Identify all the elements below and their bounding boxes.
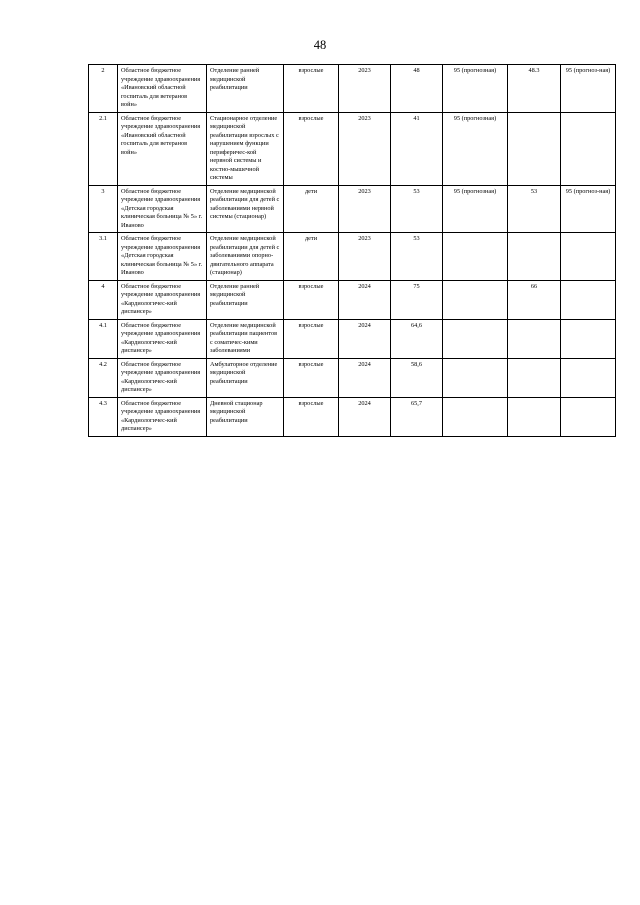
cell-value4 bbox=[561, 319, 616, 358]
table-row bbox=[89, 358, 616, 397]
cell-department: Отделение ранней медицинской реабилитации bbox=[207, 65, 284, 113]
cell-organization: Областное бюджетное учреждение здравоохранения «Ивановский областной госпиталь для ветеранов войн» bbox=[118, 112, 207, 185]
cell-value3: 66 bbox=[508, 280, 561, 319]
cell-value1: 53 bbox=[391, 185, 443, 233]
table-row bbox=[89, 112, 616, 185]
cell-value2 bbox=[443, 397, 508, 436]
cell-value4: 95 (прогноз-ная) bbox=[561, 65, 616, 113]
cell-category: взрослые bbox=[284, 112, 339, 185]
cell-value1: 65,7 bbox=[391, 397, 443, 436]
cell-department: Отделение медицинской реабилитации пациентов с соматичес-кими заболеваниями bbox=[207, 319, 284, 358]
cell-value3 bbox=[508, 112, 561, 185]
cell-year: 2023 bbox=[339, 112, 391, 185]
cell-value3 bbox=[508, 358, 561, 397]
cell-year: 2023 bbox=[339, 233, 391, 281]
table-row bbox=[89, 185, 616, 233]
cell-value2: 95 (прогнозная) bbox=[443, 65, 508, 113]
table-row bbox=[89, 319, 616, 358]
cell-number: 3 bbox=[89, 185, 118, 233]
rehabilitation-facilities-table bbox=[88, 64, 611, 437]
cell-value4 bbox=[561, 358, 616, 397]
cell-department: Отделение медицинской реабилитации для детей с заболеваниями опорно-двигательного аппарата (стационар) bbox=[207, 233, 284, 281]
table-row bbox=[89, 397, 616, 436]
cell-value3: 48.3 bbox=[508, 65, 561, 113]
cell-organization: Областное бюджетное учреждение здравоохранения «Детская городская клиническая больница № 5» г. Иваново bbox=[118, 185, 207, 233]
table-row bbox=[89, 280, 616, 319]
cell-year: 2023 bbox=[339, 185, 391, 233]
cell-value3: 53 bbox=[508, 185, 561, 233]
cell-number: 2.1 bbox=[89, 112, 118, 185]
cell-organization: Областное бюджетное учреждение здравоохранения «Детская городская клиническая больница № 5» г. Иваново bbox=[118, 233, 207, 281]
cell-category: взрослые bbox=[284, 319, 339, 358]
cell-department: Отделение медицинской реабилитации для детей с заболеваниями нервной системы (стационар) bbox=[207, 185, 284, 233]
cell-value4 bbox=[561, 112, 616, 185]
cell-department: Отделение ранней медицинской реабилитации bbox=[207, 280, 284, 319]
cell-value1: 75 bbox=[391, 280, 443, 319]
cell-department: Амбулаторное отделение медицинской реабилитации bbox=[207, 358, 284, 397]
cell-number: 2 bbox=[89, 65, 118, 113]
cell-number: 4 bbox=[89, 280, 118, 319]
cell-category: взрослые bbox=[284, 280, 339, 319]
cell-year: 2024 bbox=[339, 319, 391, 358]
cell-value1: 64,6 bbox=[391, 319, 443, 358]
table-row bbox=[89, 65, 616, 113]
table-body bbox=[89, 65, 616, 437]
data-table bbox=[88, 64, 616, 437]
cell-category: взрослые bbox=[284, 358, 339, 397]
cell-organization: Областное бюджетное учреждение здравоохранения «Кардиологичес-кий диспансер» bbox=[118, 319, 207, 358]
cell-value3 bbox=[508, 233, 561, 281]
cell-organization: Областное бюджетное учреждение здравоохранения «Кардиологичес-кий диспансер» bbox=[118, 397, 207, 436]
cell-value4: 95 (прогноз-ная) bbox=[561, 185, 616, 233]
page-number: 48 bbox=[313, 38, 327, 52]
cell-number: 3.1 bbox=[89, 233, 118, 281]
cell-value4 bbox=[561, 397, 616, 436]
cell-year: 2024 bbox=[339, 358, 391, 397]
cell-number: 4.3 bbox=[89, 397, 118, 436]
cell-category: взрослые bbox=[284, 397, 339, 436]
cell-value4 bbox=[561, 233, 616, 281]
table-row bbox=[89, 233, 616, 281]
cell-year: 2023 bbox=[339, 65, 391, 113]
cell-department: Дневной стационар медицинской реабилитации bbox=[207, 397, 284, 436]
cell-value3 bbox=[508, 397, 561, 436]
cell-value4 bbox=[561, 280, 616, 319]
cell-value2: 95 (прогнозная) bbox=[443, 185, 508, 233]
cell-organization: Областное бюджетное учреждение здравоохранения «Кардиологичес-кий диспансер» bbox=[118, 280, 207, 319]
cell-year: 2024 bbox=[339, 280, 391, 319]
cell-value3 bbox=[508, 319, 561, 358]
cell-category: дети bbox=[284, 233, 339, 281]
cell-category: дети bbox=[284, 185, 339, 233]
cell-organization: Областное бюджетное учреждение здравоохранения «Ивановский областной госпиталь для ветеранов войн» bbox=[118, 65, 207, 113]
cell-value1: 41 bbox=[391, 112, 443, 185]
cell-value2: 95 (прогнозная) bbox=[443, 112, 508, 185]
cell-value2 bbox=[443, 319, 508, 358]
cell-value2 bbox=[443, 233, 508, 281]
cell-department: Стационарное отделение медицинской реабилитации взрослых с нарушением функции периферичес-кой нервной системы и костно-мышечной системы bbox=[207, 112, 284, 185]
cell-year: 2024 bbox=[339, 397, 391, 436]
cell-value1: 58,6 bbox=[391, 358, 443, 397]
cell-value1: 48 bbox=[391, 65, 443, 113]
cell-value1: 53 bbox=[391, 233, 443, 281]
cell-number: 4.1 bbox=[89, 319, 118, 358]
cell-value2 bbox=[443, 280, 508, 319]
cell-category: взрослые bbox=[284, 65, 339, 113]
cell-number: 4.2 bbox=[89, 358, 118, 397]
cell-organization: Областное бюджетное учреждение здравоохранения «Кардиологичес-кий диспансер» bbox=[118, 358, 207, 397]
cell-value2 bbox=[443, 358, 508, 397]
